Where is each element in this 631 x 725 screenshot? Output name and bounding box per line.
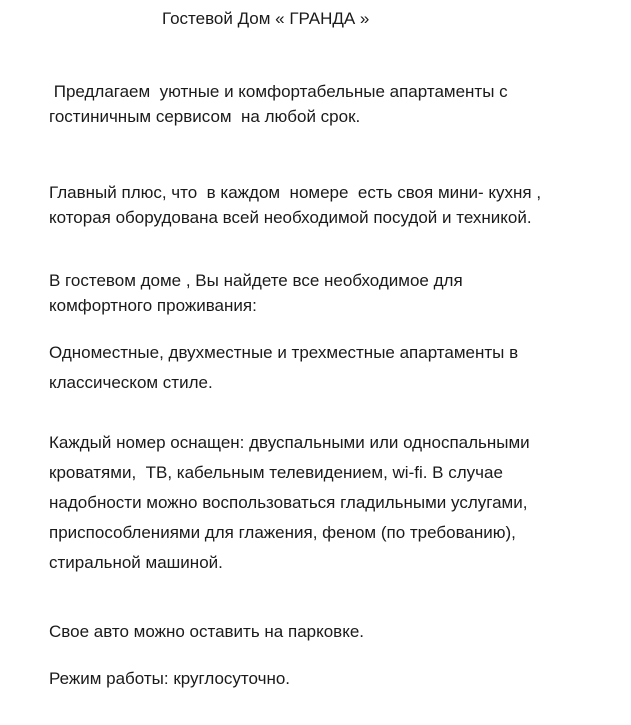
amenities-intro-paragraph (49, 268, 621, 318)
equipment-line: стиральной машиной. (49, 553, 223, 572)
intro-line: гостиничным сервисом на любой срок. (49, 107, 361, 126)
equipment-line: Каждый номер оснащен: двуспальными или односпальными (49, 433, 530, 452)
hours-line: Режим работы: круглосуточно. (49, 669, 291, 688)
parking-paragraph (49, 617, 621, 647)
equipment-line: надобности можно воспользоваться гладильными услугами, (49, 493, 528, 512)
rooms-line: классическом стиле. (49, 373, 213, 392)
hours-paragraph (49, 664, 621, 694)
intro-paragraph (49, 79, 621, 129)
parking-line: Свое авто можно оставить на парковке. (49, 622, 365, 641)
amenities-intro-line: комфортного проживания: (49, 296, 257, 315)
kitchen-line: Главный плюс, что в каждом номере есть своя мини- кухня , (49, 183, 542, 202)
equipment-line: кроватями, ТВ, кабельным телевидением, wi-fi. В случае (49, 463, 503, 482)
equipment-line: приспособлениями для глажения, феном (по требованию), (49, 523, 516, 542)
document-title: Гостевой Дом « ГРАНДА » (162, 9, 370, 28)
kitchen-paragraph (49, 180, 621, 230)
equipment-paragraph (49, 428, 621, 578)
amenities-intro-line: В гостевом доме , Вы найдете все необходимое для (49, 271, 463, 290)
rooms-paragraph (49, 338, 621, 398)
kitchen-line: которая оборудована всей необходимой посудой и техникой. (49, 208, 532, 227)
rooms-line: Одноместные, двухместные и трехместные апартаменты в (49, 343, 519, 362)
intro-line: Предлагаем уютные и комфортабельные апартаменты с (49, 82, 508, 101)
